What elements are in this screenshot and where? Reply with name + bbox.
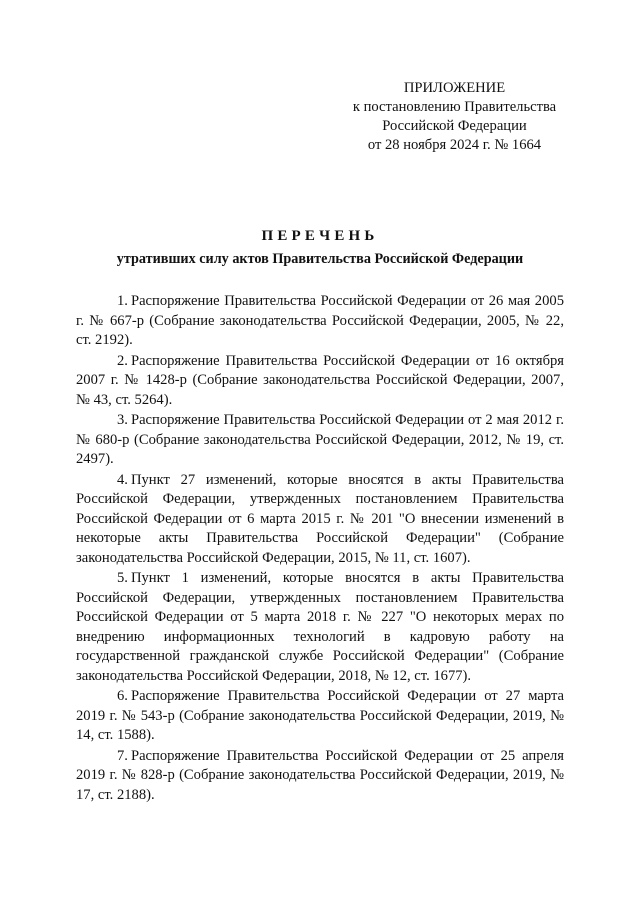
list-item-number: 1. [117, 293, 128, 309]
list-item-text: Распоряжение Правительства Российской Федерации от 16 октября 2007 г. № 1428-р (Собрание законодательства Российской Федерации, 2007, № 43, ст. 5264). [76, 352, 564, 408]
list-item-text: Пункт 1 изменений, которые вносятся в акты Правительства Российской Федерации, утвержденных постановлением Правительства Российской Федерации от 5 марта 2018 г. № 227 "О некоторых мерах по внедрению информационных технологий в кадровую работу на государственной гражданской службе Российской Федерации" (Собрание законодательства Российской Федерации, 2018, № 12, ст. 1677). [76, 570, 564, 684]
appendix-label: ПРИЛОЖЕНИЕ [403, 80, 506, 96]
list-item-text: Распоряжение Правительства Российской Федерации от 2 мая 2012 г. № 680-р (Собрание законодательства Российской Федерации, 2012, № 19, ст. 2497). [76, 412, 564, 467]
list-item-number: 2. [117, 352, 128, 369]
acts-list [76, 292, 564, 806]
list-item-text: Пункт 27 изменений, которые вносятся в акты Правительства Российской Федерации, утвержденных постановлением Правительства Российской Федерации от 6 марта 2015 г. № 201 "О внесении изменений в некоторые акты Правительства Российской Федерации" (Собрание законодательства Российской Федерации, 2015, № 11, ст. 1607). [76, 471, 564, 566]
list-item-number: 6. [117, 688, 128, 704]
list-item-text: Распоряжение Правительства Российской Федерации от 27 марта 2019 г. № 543-р (Собрание законодательства Российской Федерации, 2019, № 14, ст. 1588). [76, 688, 564, 743]
appendix-date-number: от 28 ноября 2024 г. № 1664 [367, 137, 542, 153]
list-item [76, 411, 564, 470]
appendix-header [300, 79, 609, 155]
list-item [76, 687, 564, 746]
list-item-number: 3. [117, 412, 128, 428]
list-item-number: 7. [117, 747, 128, 764]
document-title: ПЕРЕЧЕНЬ [261, 228, 379, 244]
list-item-text: Распоряжение Правительства Российской Федерации от 25 апреля 2019 г. № 828-р (Собрание законодательства Российской Федерации, 2019, № 17, ст. 2188). [76, 747, 564, 803]
list-item [76, 569, 564, 686]
document-subtitle: утративших силу актов Правительства Российской Федерации [116, 251, 524, 267]
list-item [76, 747, 564, 806]
list-item-number: 4. [117, 471, 128, 488]
list-item [76, 292, 564, 351]
appendix-authority: Российской Федерации [382, 118, 527, 134]
list-item-number: 5. [117, 570, 128, 586]
list-item-text: Распоряжение Правительства Российской Федерации от 26 мая 2005 г. № 667-р (Собрание законодательства Российской Федерации, 2005, № 22, ст. 2192). [76, 293, 564, 348]
list-item [76, 471, 564, 569]
list-item [76, 352, 564, 411]
appendix-reference: к постановлению Правительства [352, 99, 557, 115]
